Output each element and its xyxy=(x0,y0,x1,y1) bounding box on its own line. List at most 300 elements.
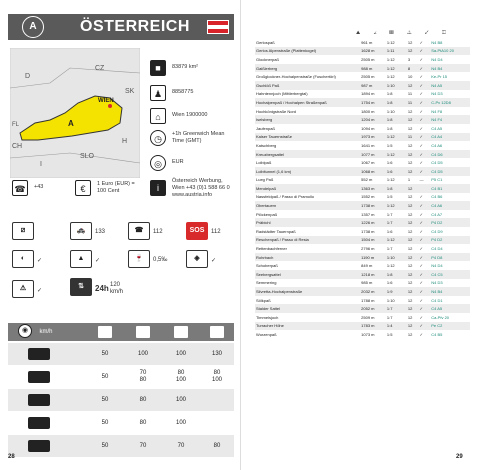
pass-col: 11 xyxy=(407,91,413,97)
pass-grade: 1:10 xyxy=(386,108,395,114)
pass-ref: P4 D2 xyxy=(430,236,470,245)
pass-col: 12 xyxy=(407,142,413,148)
pass-ref: C4 A5 xyxy=(430,304,470,313)
pass-grade: 1:12 xyxy=(386,39,395,45)
pass-grade: 1:12 xyxy=(386,201,407,210)
table-row xyxy=(255,133,470,142)
exchange-value: 1 Euro (EUR) = 100 Cent xyxy=(97,181,135,194)
speed-value: 80 100 xyxy=(175,370,186,383)
pass-ref: C4 D4 xyxy=(431,246,443,252)
pass-ref: C4 A7 xyxy=(431,211,443,217)
map-label-wien: WIEN xyxy=(98,98,114,104)
speedometer-icon: ◉ xyxy=(18,324,32,338)
sticker-icon: ◎ xyxy=(150,155,166,171)
table-row xyxy=(255,184,470,193)
police-car-icon: 🚓 xyxy=(70,222,92,240)
speed-value: 80 xyxy=(139,397,147,403)
pass-alt: 1190 m xyxy=(360,253,386,262)
pass-ref: N4 F4 xyxy=(430,115,470,124)
table-row xyxy=(255,98,470,107)
pass-status: ✓ xyxy=(419,270,431,279)
pass-grade: 1:8 xyxy=(386,184,407,193)
pass-alt: 1068 m xyxy=(360,167,386,176)
pass-grade: 1:7 xyxy=(386,314,393,320)
speed-value: 70 80 xyxy=(139,370,147,383)
pass-status: ✓ xyxy=(419,297,423,303)
car-trailer-icon xyxy=(28,371,50,383)
pass-col: 12 xyxy=(407,39,413,45)
fire-number: 112 xyxy=(153,229,163,235)
pass-col: 12 xyxy=(407,47,419,56)
pass-alt: 1800 m xyxy=(361,108,375,114)
pass-alt: 1363 m xyxy=(360,184,386,193)
table-row xyxy=(255,313,470,322)
pass-grade: 1:12 xyxy=(386,56,395,62)
speed-value: 50 xyxy=(101,374,109,380)
pass-col: 11 xyxy=(407,133,419,142)
phone-icon: ☎ xyxy=(12,180,28,196)
pass-grade: 1:5 xyxy=(386,142,393,148)
pass-ref: C4 B1 xyxy=(430,184,470,193)
pass-col: 10 xyxy=(407,74,413,80)
pass-ref: P4 D2 xyxy=(430,218,470,227)
pass-col: 12 xyxy=(407,160,413,166)
pass-grade: 1:6 xyxy=(386,167,407,176)
table-row xyxy=(255,236,470,245)
pass-name: Gaißlerberg xyxy=(255,64,360,73)
pass-col: 12 xyxy=(407,304,419,313)
pass-ref: C4 D1 xyxy=(431,297,443,303)
speed-row xyxy=(8,366,234,388)
sos-number: 112 xyxy=(211,229,221,235)
pass-status: ✓ xyxy=(419,228,423,234)
table-row xyxy=(255,330,470,339)
pass-ref: N4 B8 xyxy=(431,39,443,45)
table-row xyxy=(255,304,470,313)
pass-ref: C4 D5 xyxy=(431,160,443,166)
pass-ref: C4 A5 xyxy=(431,125,443,131)
hours-value: 24h xyxy=(95,284,109,293)
pass-alt: 961 m xyxy=(361,39,373,45)
table-row xyxy=(255,107,470,116)
pass-ref: Sa-PtA10 20 xyxy=(430,47,470,56)
pass-status: ✓ xyxy=(419,246,423,252)
speed-value: 50 xyxy=(101,420,109,426)
pass-alt: 1218 m xyxy=(360,270,386,279)
headlight-icon: ◐ xyxy=(12,250,34,268)
speed-value: 100 xyxy=(175,420,186,426)
pass-status: ✓ xyxy=(419,263,423,269)
sticker-value: EUR xyxy=(172,159,184,165)
motorcycle-icon xyxy=(28,348,50,360)
expressway-icon xyxy=(174,326,188,338)
table-row xyxy=(255,47,470,56)
population-icon: ♟ xyxy=(150,85,166,101)
pass-alt: 1738 m xyxy=(361,228,375,234)
table-row xyxy=(255,81,470,90)
pass-alt: 2505 m xyxy=(361,56,375,62)
country-map xyxy=(10,48,140,178)
pass-ref: N4 A5 xyxy=(430,81,470,90)
pass-name: Turracher Höhe xyxy=(255,322,360,331)
motorway-icon xyxy=(210,326,224,338)
map-label-i: I xyxy=(40,161,42,168)
pass-alt: 1204 m xyxy=(360,115,386,124)
table-row xyxy=(255,167,470,176)
speed-value: 70 xyxy=(177,443,185,449)
pass-ref: N4 B4 xyxy=(430,64,470,73)
table-row xyxy=(255,176,470,185)
area-icon: ■ xyxy=(150,60,166,76)
urban-road-icon xyxy=(98,326,112,338)
pass-grade: 1:12 xyxy=(386,64,407,73)
table-row xyxy=(255,115,470,124)
pass-grade: 1:5 xyxy=(386,194,393,200)
capital-icon: ⌂ xyxy=(150,108,166,124)
phone-red-icon: ☎ xyxy=(128,222,150,240)
pass-alt: 1783 m xyxy=(360,322,386,331)
pass-col: 12 xyxy=(407,150,419,159)
pass-ref: Pe C2 xyxy=(430,322,470,331)
table-row xyxy=(255,322,470,331)
pass-alt: 552 m xyxy=(361,177,373,183)
pass-name: Glocknerpaß xyxy=(256,56,279,62)
pass-grade: 1:7 xyxy=(386,304,407,313)
time-value: +1h Greenwich Mean Time (GMT) xyxy=(172,131,225,144)
table-row xyxy=(255,193,470,202)
speed-value: 100 xyxy=(175,397,186,403)
pass-status: ✓ xyxy=(419,115,431,124)
pass-name: Sölkpaß xyxy=(256,297,271,303)
pass-alt: 1894 m xyxy=(361,91,375,97)
pass-name: Seebergsattel xyxy=(255,270,360,279)
pass-ref: C4 D5 xyxy=(430,167,470,176)
pass-name: Rettenbachferner xyxy=(256,246,287,252)
pass-status: ✓ xyxy=(419,91,423,97)
table-row xyxy=(255,124,470,133)
sos-icon: SOS xyxy=(186,222,208,240)
table-row xyxy=(255,201,470,210)
pass-status: ✓ xyxy=(419,322,431,331)
map-label-sk: SK xyxy=(125,88,135,95)
pass-status: ✓ xyxy=(419,64,431,73)
pass-name: Silvretta-Hochalpenstraße xyxy=(255,287,360,296)
pass-status: ✓ xyxy=(419,331,423,337)
pass-name: Gerlospaß xyxy=(256,39,275,45)
pass-ref: N4 B4 xyxy=(430,287,470,296)
pass-alt: 1754 m xyxy=(360,98,386,107)
pass-status xyxy=(419,184,431,193)
pass-col: 12 xyxy=(407,246,413,252)
pass-col: 12 xyxy=(407,125,413,131)
pass-status: ✓ xyxy=(419,304,431,313)
speed-value: 50 xyxy=(101,443,109,449)
speed-row xyxy=(8,389,234,411)
pass-col: 1 xyxy=(407,177,411,183)
pass-grade: 1:8 xyxy=(386,91,393,97)
pass-col: 12 xyxy=(407,184,419,193)
pass-grade: 1:6 xyxy=(386,160,393,166)
towing-icon: ⚠ xyxy=(12,280,34,298)
pass-col: 12 xyxy=(407,280,413,286)
pass-col: 12 xyxy=(407,167,419,176)
phone-code: +43 xyxy=(34,184,44,190)
pass-grade: 1:5 xyxy=(386,331,393,337)
pass-grade: 1:6 xyxy=(386,280,393,286)
police-number: 133 xyxy=(95,229,106,235)
vest-check: ✓ xyxy=(211,258,217,264)
pass-ref: N4 D3 xyxy=(431,91,443,97)
pass-alt: 849 m xyxy=(361,263,373,269)
pass-status: ✓ xyxy=(419,287,431,296)
towing-check: ✓ xyxy=(37,288,43,294)
table-row xyxy=(255,253,470,262)
pass-ref: C4 B6 xyxy=(431,194,443,200)
speed-value: 100 xyxy=(137,351,148,357)
pass-name: Präbichl xyxy=(255,218,360,227)
table-row xyxy=(255,210,470,219)
pass-name: Plöckenpaß xyxy=(256,211,278,217)
pass-grade: 1:7 xyxy=(386,211,393,217)
pass-alt: 1738 m xyxy=(360,201,386,210)
table-row xyxy=(255,90,470,99)
pass-grade: 1:6 xyxy=(386,228,393,234)
pass-ref: C-Pv 12D8 xyxy=(430,98,470,107)
mountain-pass-table xyxy=(255,38,470,339)
tyre-value: 120 xyxy=(110,282,121,288)
pass-alt: 987 m xyxy=(360,81,386,90)
pass-name: Mendelpaß xyxy=(255,184,360,193)
pass-ref: C4 A4 xyxy=(430,133,470,142)
pass-name: Nassfeldpaß / Passo di Pramollo xyxy=(256,194,315,200)
pass-grade: 1:9 xyxy=(386,287,407,296)
pass-status: ✓ xyxy=(419,211,423,217)
pass-ref: C4 D9 xyxy=(431,228,443,234)
speed-value: 50 xyxy=(101,397,109,403)
speed-value: 130 xyxy=(211,351,222,357)
pass-grade: 1:12 xyxy=(386,263,395,269)
pass-alt: 985 m xyxy=(361,280,373,286)
map-label-h: H xyxy=(122,138,128,145)
speed-value: 80 xyxy=(213,443,221,449)
pass-col: 3 xyxy=(407,56,411,62)
pass-col: 12 xyxy=(407,322,419,331)
pass-status: ✓ xyxy=(419,253,431,262)
table-row xyxy=(255,261,470,270)
table-row xyxy=(255,296,470,305)
pass-status: ✓ xyxy=(419,142,423,148)
speed-value: 50 xyxy=(101,351,109,357)
pass-status: ✓ xyxy=(419,218,431,227)
pass-ref: P4 D8 xyxy=(430,253,470,262)
pass-status: ✓ xyxy=(419,160,423,166)
pass-name: Wurzenpaß xyxy=(256,331,277,337)
pass-name: Iselsberg xyxy=(255,115,360,124)
pass-name: Hochalpenpaß / Hochalpen Straßenpaß xyxy=(255,98,360,107)
pass-alt: 1628 m xyxy=(360,47,386,56)
pass-status: ✓ xyxy=(419,81,431,90)
road-lights-icon: ⇅ xyxy=(70,278,92,296)
speed-unit: km/h xyxy=(39,329,53,335)
speed-row xyxy=(8,343,234,365)
pass-col: 12 xyxy=(407,108,413,114)
pass-col: 12 xyxy=(407,228,413,234)
pass-status: ✓ xyxy=(419,56,423,62)
pass-name: Lueg Paß xyxy=(256,177,274,183)
speed-value: 100 xyxy=(175,351,186,357)
pass-name: Rohrbach xyxy=(255,253,360,262)
pass-col: 12 xyxy=(407,297,413,303)
pass-status: ✓ xyxy=(419,39,423,45)
clock-icon: ◷ xyxy=(150,130,166,146)
pass-status: ✓ xyxy=(419,280,423,286)
pass-name: Radstädter Tauernpaß xyxy=(256,228,296,234)
map-label-ch: CH xyxy=(12,143,23,150)
pass-alt: 1504 m xyxy=(360,236,386,245)
pass-grade: 1:11 xyxy=(386,47,407,56)
pass-col: 12 xyxy=(407,81,419,90)
table-row xyxy=(255,38,470,47)
pass-col: 12 xyxy=(407,201,419,210)
speed-value: 70 xyxy=(139,443,147,449)
table-row xyxy=(255,158,470,167)
pass-grade: 1:12 xyxy=(386,133,407,142)
pass-status: ✓ xyxy=(419,133,431,142)
table-row xyxy=(255,279,470,288)
pass-name: Großglockner-Hochalpenstraße (Fuschertörl) xyxy=(256,74,336,80)
pass-alt: 2052 m xyxy=(360,304,386,313)
pass-grade: 1:8 xyxy=(386,125,393,131)
table-row xyxy=(255,287,470,296)
pass-status: ✓ xyxy=(419,47,431,56)
population-value: 8858775 xyxy=(172,89,194,95)
pass-ref: N4 F8 xyxy=(431,108,443,114)
pass-status: ✓ xyxy=(419,150,431,159)
pass-status: ✓ xyxy=(419,194,423,200)
pass-grade: 1:12 xyxy=(386,150,407,159)
speed-value: 80 xyxy=(139,420,147,426)
table-row xyxy=(255,55,470,64)
table-row xyxy=(255,227,470,236)
warning-triangle-icon: ▲ xyxy=(70,250,92,268)
pass-name: Hahntennjoch (Mittlerbergtal) xyxy=(256,91,308,97)
pass-ref: C4 D6 xyxy=(430,150,470,159)
pass-col: 12 xyxy=(407,218,419,227)
pass-alt: 1788 m xyxy=(361,297,375,303)
pass-col: 12 xyxy=(407,331,413,337)
pass-ref: C4 A6 xyxy=(431,142,443,148)
page-number-left: 28 xyxy=(8,454,15,460)
pass-name: Hochkönigstraße Nord xyxy=(256,108,297,114)
pass-col: 11 xyxy=(407,98,419,107)
speed-row xyxy=(8,412,234,434)
table-row xyxy=(255,64,470,73)
table-row xyxy=(255,270,470,279)
pass-status: — xyxy=(419,177,424,183)
pass-status: ✓ xyxy=(419,74,423,80)
pass-name: Obertauern xyxy=(255,201,360,210)
pass-alt: 2509 m xyxy=(361,314,375,320)
pass-alt: 1552 m xyxy=(361,194,375,200)
truck-icon xyxy=(28,417,50,429)
vest-icon: ◈ xyxy=(186,250,208,268)
pass-ref: Ke-Pr 15 xyxy=(431,74,448,80)
table-row xyxy=(255,72,470,81)
pass-name: Katschberg xyxy=(256,142,277,148)
pass-grade: 1:8 xyxy=(386,115,407,124)
pass-alt: 1641 m xyxy=(361,142,375,148)
pass-alt: 1067 m xyxy=(361,160,375,166)
pass-grade: 1:10 xyxy=(386,297,395,303)
pass-alt: 2032 m xyxy=(360,287,386,296)
rural-road-icon xyxy=(136,326,150,338)
table-row xyxy=(255,141,470,150)
pass-name: Stalder Sattel xyxy=(255,304,360,313)
pass-col: 12 xyxy=(407,314,413,320)
pass-col: 12 xyxy=(407,263,413,269)
map-label-d: D xyxy=(25,73,31,80)
pass-name: Schoberpaß xyxy=(256,263,278,269)
tourism-web[interactable]: www.austria.info xyxy=(172,192,213,198)
pass-col: 12 xyxy=(407,287,419,296)
pass-grade: 1:7 xyxy=(386,246,393,252)
pass-col: 12 xyxy=(407,115,419,124)
pass-alt: 1357 m xyxy=(361,211,375,217)
pass-status: ✓ xyxy=(419,108,423,114)
austria-flag-icon xyxy=(207,20,229,34)
pass-ref: Ca-Pfv 20 xyxy=(431,314,450,320)
pass-col: 12 xyxy=(407,194,413,200)
pass-grade: 1:4 xyxy=(386,322,407,331)
pass-col: 12 xyxy=(407,236,419,245)
pass-name: Timmelsjoch xyxy=(256,314,279,320)
pass-grade: 1:7 xyxy=(386,218,407,227)
pass-status: ✓ xyxy=(419,201,431,210)
page-number-right: 29 xyxy=(456,454,463,460)
highway-sign-icon: ⧄ xyxy=(12,222,34,240)
pass-alt: 1973 m xyxy=(360,133,386,142)
speed-row xyxy=(8,435,234,457)
pass-col: 12 xyxy=(407,253,419,262)
alcohol-icon: 🍷 xyxy=(128,250,150,268)
pass-name: Gschlöß Paß xyxy=(255,81,360,90)
money-icon: € xyxy=(75,180,91,196)
pass-name: Kreuzbergsattel xyxy=(255,150,360,159)
pass-name: Jaufenpaß xyxy=(256,125,275,131)
pass-grade: 1:12 xyxy=(386,236,407,245)
table-header-icons: ⛰ ∠ ▥ ⚠ ✓ ◫ xyxy=(356,30,452,36)
table-row xyxy=(255,150,470,159)
pass-name: Kalser Tauernstraße xyxy=(255,133,360,142)
map-label-a: A xyxy=(68,119,74,128)
pass-grade: 1:12 xyxy=(386,74,395,80)
alcohol-limit: 0,5‰ xyxy=(153,257,168,263)
pass-name: Gerlos Alpenstraße (Plattenkogel) xyxy=(255,47,360,56)
pass-grade: 1:8 xyxy=(386,98,407,107)
pass-status: ✓ xyxy=(419,125,423,131)
country-title: ÖSTERREICH xyxy=(80,18,190,35)
pass-alt: 2796 m xyxy=(361,246,375,252)
pass-ref: N4 D3 xyxy=(431,280,443,286)
pass-alt: 1077 m xyxy=(360,150,386,159)
pass-status: ✓ xyxy=(419,98,431,107)
pass-status: ✓ xyxy=(419,236,431,245)
table-row xyxy=(255,244,470,253)
tyre-unit: km/h xyxy=(110,289,124,295)
pass-grade: 1:8 xyxy=(386,270,407,279)
map-label-slo: SLO xyxy=(80,153,95,160)
pass-col: 12 xyxy=(407,270,419,279)
